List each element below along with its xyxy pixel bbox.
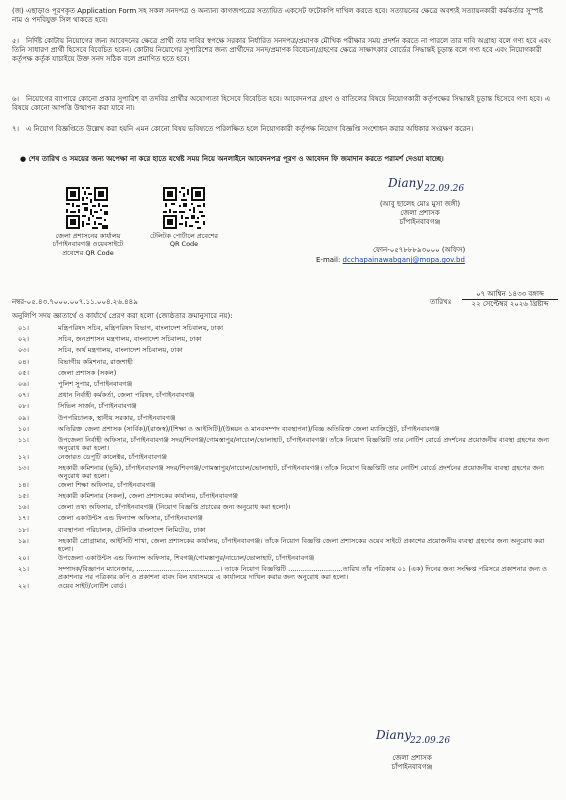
distribution-number: ১৯। [18, 536, 29, 545]
distribution-text: অতিরিক্ত জেলা প্রশাসক (সার্বিক)/(রাজস্ব)/(শিক্ষা ও আইসিটি)/(উন্নয়ন ও মানবসম্পদ ব্যবস্থাপনা)/বিজ্ঞ অতিরিক্ত জেলা ম্যাজিস্ট্রেট, চাঁপাইনবাবগঞ্জ [58, 424, 440, 433]
distribution-item [12, 402, 552, 413]
distribution-text: সম্পাদক/বিজ্ঞাপন ম্যানেজার, ........................................। তাকে নিয়োগ বিজ্ঞপ্তিটি ..........................তারিখ তাঁর পত্রিকায় ০১ (এক) দিনের জন্য সংক্ষিপ্ত পরিসরে প্রকাশনার জন্য ও প্রকাশনার পর পত্রিকার কপি ও প্রকাশনা বাবদ বিল যথাসময়ে এ কার্যালয়ে দাখিল করার জন্য অনুরোধ করা হলো। [58, 564, 548, 582]
distribution-text: উপজেলা নির্বাহী অফিসার, চাঁপাইনবাবগঞ্জ সদর/শিবগঞ্জ/গোমস্তাপুর/নাচোল/ভোলাহাট, চাঁপাইনবাবগঞ্জ। তাঁকে নিয়োগ বিজ্ঞপ্তিটি তার নোটিশ বোর্ডে প্রদর্শনের প্রয়োজনীয় ব্যবস্থা গ্রহণের জন্য অনুরোধ করা হলো। [58, 435, 550, 453]
bullet-icon: ● [20, 155, 29, 163]
email-label: E-mail: [316, 256, 341, 264]
distribution-text: নেজারত ডেপুটি কালেক্টর, চাঁপাইনবাবগঞ্জ [58, 452, 167, 461]
qr-code-icon [163, 187, 205, 229]
distribution-item [12, 425, 552, 436]
condition-5 [12, 37, 552, 65]
distribution-number: ২১। [18, 564, 29, 573]
distribution-item [12, 582, 552, 593]
distribution-number: ০৯। [18, 413, 29, 422]
distribution-list [12, 324, 552, 593]
distribution-number: ০৬। [18, 379, 29, 388]
memo-date-label: তারিখঃ [430, 298, 452, 306]
condition-text: এছাড়াও পূরণকৃত Application Form সহ সকল সনদপত্র ও অন্যান্য কাগজপত্রের সত্যায়িত একসেট ফটোকপি দাখিল করতে হবে। সত্যায়নের ক্ষেত্রে অবশ্যই সত্যায়নকারী কর্মকর্তার সুস্পষ্ট নাম ও পদবিযুক্ত সিল থাকতে হবে। [12, 7, 543, 25]
distribution-item [12, 526, 552, 537]
condition-number: ৫। [12, 37, 20, 45]
distribution-number: ১৩। [18, 463, 29, 472]
memo-date [462, 290, 558, 309]
distribution-text: বিভাগীয় কমিশনার, রাজশাহী [58, 357, 133, 366]
condition-6 [12, 95, 552, 113]
qr-code-teletalk[interactable] [163, 187, 205, 229]
distribution-intro: অনুলিপি সদয় জ্ঞাতার্থে ও কার্যার্থে প্রেরণ করা হলো (জ্যেষ্ঠতার ক্রমানুসারে নয়): [12, 312, 233, 320]
distribution-text: জেলা একাউন্টস এন্ড ফিন্যান্স অফিসার, চাঁপাইনবাবগঞ্জ [58, 514, 203, 523]
distribution-text: জেলা শিক্ষা অফিসার, চাঁপাইনবাবগঞ্জ [58, 480, 156, 489]
distribution-number: ০৮। [18, 402, 29, 411]
distribution-number: ০১। [18, 324, 29, 332]
distribution-number: ১৫। [18, 492, 29, 500]
distribution-text: সচিব, অর্থ মন্ত্রণালয়, বাংলাদেশ সচিবালয়, ঢাকা [58, 346, 183, 355]
distribution-item [12, 369, 552, 380]
signatory-name: (আবু ছালেহ মোঃ মুসা জঙ্গী) [379, 200, 461, 208]
condition-number: ৬। [12, 95, 20, 103]
distribution-text: জেলা প্রশাসক (সকল) [58, 368, 117, 377]
distribution-text: সিভিল সার্জন, চাঁপাইনবাবগঞ্জ [58, 402, 137, 411]
signature-date: 22.09.26 [424, 184, 465, 194]
distribution-text: উপজেলা একাউন্টস এন্ড ফিন্যান্স অফিসার, শিবগঞ্জ/গোমস্তাপুর/নাচোল/ভোলাহাট, চাঁপাইনবাবগঞ্জ [58, 553, 315, 562]
distribution-number: ১৮। [18, 525, 29, 534]
distribution-text: ব্যবস্থাপনা পরিচালক, টেলিটক বাংলাদেশ লিমিটেড, ঢাকা [58, 525, 206, 534]
distribution-number: ১৪। [18, 480, 29, 489]
signatory-district: চাঁপাইনবাবগঞ্জ [391, 763, 433, 772]
distribution-item [12, 503, 552, 514]
qr-code-icon [66, 187, 108, 229]
distribution-item [12, 537, 552, 554]
signature-image: Diany [388, 176, 424, 190]
distribution-text: সহকারী কমিশনার (সকল), জেলা প্রশাসকের কার্যালয়, চাঁপাইনবাবগঞ্জ [58, 492, 239, 500]
distribution-item [12, 414, 552, 425]
distribution-item [12, 335, 552, 346]
condition-text: এ নিয়োগ বিজ্ঞপ্তিতে উল্লেখ করা হয়নি এমন কোনো বিষয় ভবিষ্যতে পরিলক্ষিত হলে নিয়োগকারী কর্তৃপক্ষ নিয়োগ বিজ্ঞপ্তি সংশোধন করার অধিকার সংরক্ষণ করেন। [26, 125, 474, 133]
signatory-title: জেলা প্রশাসক [392, 754, 432, 762]
distribution-number: ০৫। [18, 368, 29, 377]
distribution-item [12, 380, 552, 391]
distribution-number: ০৩। [18, 346, 29, 355]
distribution-number: ১৬। [18, 503, 29, 512]
signatory-district: চাঁপাইনবাবগঞ্জ [399, 218, 441, 227]
deadline-notice [20, 155, 552, 164]
distribution-item [12, 464, 552, 481]
distribution-item [12, 358, 552, 369]
distribution-text: সচিব, জনপ্রশাসন মন্ত্রণালয়, বাংলাদেশ সচিবালয়, ঢাকা [58, 335, 202, 344]
contact-email [316, 256, 465, 265]
distribution-text: পুলিশ সুপার, চাঁপাইনবাবগঞ্জ [58, 379, 133, 388]
date-bangla: ০৭ আশ্বিন ১৪৩৩ বঙ্গাব্দ [462, 290, 558, 300]
signature-image: Diany [376, 728, 412, 742]
signature-date: 22.09.26 [410, 736, 451, 746]
contact-phone: ফোন-০৫৭৮৮৮৯৩০০০ (অফিস) [373, 246, 466, 254]
condition-j [12, 7, 552, 25]
distribution-number: ১১। [18, 435, 29, 444]
distribution-number: ২২। [18, 581, 29, 590]
distribution-text: সহকারী কমিশনার (ভূমি), চাঁপাইনবাবগঞ্জ সদর/শিবগঞ্জ/গোমস্তাপুর/নাচোল/ভোলাহাট, চাঁপাইনবাবগঞ্জ। তাঁকে নিয়োগ বিজ্ঞপ্তিটি তার নোটিশ বোর্ডে প্রদর্শনের প্রয়োজনীয় ব্যবস্থা গ্রহণের জন্য অনুরোধ করা হলো। [58, 463, 545, 481]
distribution-number: ১২। [18, 452, 29, 461]
distribution-item [12, 554, 552, 565]
distribution-text: উপপরিচালক, স্থানীয় সরকার, চাঁপাইনবাবগঞ্জ [58, 413, 176, 422]
distribution-text: মন্ত্রিপরিষদ সচিব, মন্ত্রিপরিষদ বিভাগ, বাংলাদেশ সচিবালয়, ঢাকা [58, 324, 224, 332]
distribution-number: ০৪। [18, 357, 29, 366]
condition-text: নিয়োগের ব্যাপারে কোনো প্রকার সুপারিশ বা তদবির প্রার্থীর অযোগ্যতা হিসেবে বিবেচিত হবে। আবেদনপত্র গ্রহণ ও বাতিলের বিষয়ে নিয়োগকারী কর্তৃপক্ষের সিদ্ধান্তই চূড়ান্ত হিসেবে গণ্য হবে। এ বিষয়ে কোনো আপত্তি উত্থাপন করা যাবে না। [12, 95, 551, 113]
distribution-text: সহকারী প্রোগ্রামার, আইসিটি শাখা, জেলা প্রশাসকের কার্যালয়, চাঁপাইনবাবগঞ্জ। তাঁকে নিয়োগ বিজ্ঞপ্তি জেলা প্রশাসকের ওয়েব সাইটে প্রকাশের প্রয়োজনীয় ব্যবস্থা গ্রহণের জন্য অনুরোধ করা হলো। [58, 536, 545, 554]
distribution-item [12, 514, 552, 525]
qr-caption-website: জেলা প্রশাসনের কার্যালয় চাঁপাইনবাবগঞ্জ ওয়েবসাইটে প্রবেশের QR Code [52, 232, 124, 257]
signature-block-bottom [370, 728, 454, 772]
condition-number: (জ) [12, 7, 24, 15]
distribution-item [12, 492, 552, 503]
condition-7 [12, 125, 552, 134]
distribution-number: ০২। [18, 335, 29, 344]
deadline-notice-text: শেষ তারিখ ও সময়ের জন্য অপেক্ষা না করে হাতে যথেষ্ট সময় নিয়ে অনলাইনে আবেদনপত্র পূরণ ও আবেদন ফি জমাদান করতে পরামর্শ দেওয়া যাচ্ছে। [28, 155, 444, 163]
condition-text: নির্দিষ্ট কোটায় নিয়োগের জন্য আবেদনের ক্ষেত্রে প্রার্থী তার দাবির স্বপক্ষে সরকার নির্ধারিত সনদপত্র/প্রমাণক মৌখিক পরীক্ষার সময় প্রদর্শন করতে না পারলে তার দাবি অগ্রাহ্য বলে গণ্য হবে এবং তিনি সাধারণ প্রার্থী হিসেবে বিবেচিত হবেন। কোটায় নিয়োগের সুপারিশের জন্য প্রার্থীদের সনদ/প্রমাণক বিবেচনা/গ্রহণের ক্ষেত্রে সাক্ষাৎকার বোর্ডের সিদ্ধান্তই চূড়ান্ত বলে গণ্য হবে এবং নিয়োগকারী কর্তৃপক্ষ কর্তৃক যাচাইয়ে উক্ত সনদ সঠিক বলে প্রমাণিত হতে হবে। [12, 37, 551, 64]
memo-number: নম্বর-০৫.৪৩.৭০০০.০০৭.১১.০০৪.২৬.৪৪৯ [12, 298, 138, 306]
distribution-text: জেলা তথ্য অফিসার, চাঁপাইনবাবগঞ্জ (নিয়োগ বিজ্ঞপ্তি প্রচারের জন্য অনুরোধ করা হলো)। [58, 503, 291, 512]
distribution-number: ০৭। [18, 391, 29, 400]
distribution-text: প্রধান নির্বাহী কর্মকর্তা, জেলা পরিষদ, চাঁপাইনবাবগঞ্জ [58, 391, 195, 400]
condition-number: ৭। [12, 125, 20, 133]
distribution-item [12, 391, 552, 402]
distribution-number: ১০। [18, 424, 29, 433]
distribution-item [12, 453, 552, 464]
distribution-item [12, 324, 552, 335]
signature-block [370, 174, 470, 228]
distribution-text: ওয়েব সাইট/নোটিশ বোর্ড। [58, 581, 127, 590]
date-english: ২২ সেপ্টেম্বর ২০২৬ খ্রিষ্টাব্দ [471, 300, 549, 309]
distribution-number: ১৭। [18, 514, 29, 523]
distribution-item [12, 481, 552, 492]
qr-code-website[interactable] [66, 187, 108, 229]
distribution-item [12, 565, 552, 582]
email-link[interactable]: dcchapainawabganj@mopa.gov.bd [342, 256, 465, 264]
signatory-title: জেলা প্রশাসক [400, 209, 440, 218]
qr-caption-teletalk: টেলিটক পোর্টালে প্রবেশের QR Code [149, 232, 219, 249]
distribution-item [12, 436, 552, 453]
distribution-item [12, 346, 552, 357]
distribution-number: ২০। [18, 553, 29, 562]
